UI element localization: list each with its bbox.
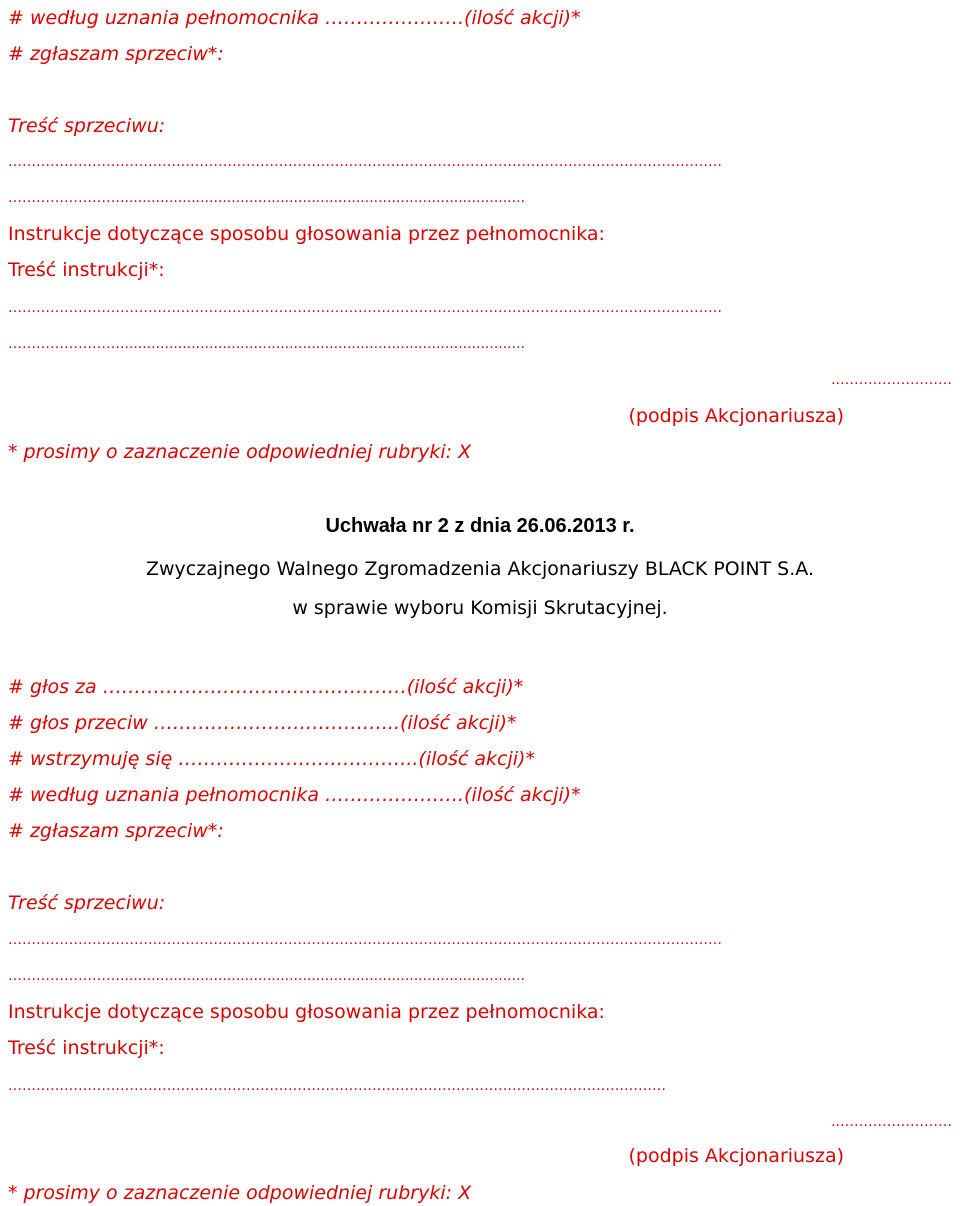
vote-objection-line: # zgłaszam sprzeciw*: bbox=[8, 820, 224, 842]
footnote: * prosimy o zaznaczenie odpowiedniej rubryki: X bbox=[8, 441, 472, 463]
vote-discretion-line: # według uznania pełnomocnika ………………….(ilość akcji)* bbox=[8, 784, 581, 806]
footnote: * prosimy o zaznaczenie odpowiedniej rubryki: X bbox=[8, 1182, 472, 1204]
vote-against-line: # głos przeciw ………………………………...(ilość akcji)* bbox=[8, 712, 517, 734]
instructions-dots-line: …………………………………………………………………………………………………………………………… bbox=[8, 1078, 666, 1094]
instructions-heading: Instrukcje dotyczące sposobu głosowania przez pełnomocnika: bbox=[8, 1001, 605, 1023]
vote-objection-line: # zgłaszam sprzeciw*: bbox=[8, 43, 224, 65]
objection-dots-line: ……………………………………………………………………………………………………………………………………… bbox=[8, 154, 722, 170]
signature-label: (podpis Akcjonariusza) bbox=[628, 1145, 844, 1167]
vote-discretion-line: # według uznania pełnomocnika ………………….(ilość akcji)* bbox=[8, 7, 581, 29]
instructions-heading: Instrukcje dotyczące sposobu głosowania przez pełnomocnika: bbox=[8, 223, 605, 245]
vote-abstain-line: # wstrzymuję się ………………………………..(ilość akcji)* bbox=[8, 748, 535, 770]
signature-dots: ..…………………… bbox=[831, 372, 952, 388]
instructions-dots-line: ……………………………………………………………………………………………………………………………………… bbox=[8, 300, 722, 316]
instructions-dots-line: ……………………........................................................................................... bbox=[8, 336, 525, 352]
signature-label: (podpis Akcjonariusza) bbox=[628, 405, 844, 427]
objection-label: Treść sprzeciwu: bbox=[8, 115, 166, 137]
instructions-label: Treść instrukcji*: bbox=[8, 1037, 165, 1059]
objection-dots-line: ……………………........................................................................................... bbox=[8, 968, 525, 984]
objection-dots-line: ……………………........................................................................................... bbox=[8, 190, 525, 206]
resolution-subject: w sprawie wyboru Komisji Skrutacyjnej. bbox=[292, 597, 668, 619]
signature-dots: ..…………………… bbox=[831, 1114, 952, 1130]
objection-label: Treść sprzeciwu: bbox=[8, 892, 166, 914]
resolution-title: Uchwała nr 2 z dnia 26.06.2013 r. bbox=[325, 515, 635, 537]
vote-for-line: # głos za …………………………………………(ilość akcji)* bbox=[8, 676, 524, 698]
resolution-subtitle: Zwyczajnego Walnego Zgromadzenia Akcjonariuszy BLACK POINT S.A. bbox=[145, 558, 814, 580]
objection-dots-line: ……………………………………………………………………………………………………………………………………… bbox=[8, 932, 722, 948]
instructions-label: Treść instrukcji*: bbox=[8, 259, 165, 281]
